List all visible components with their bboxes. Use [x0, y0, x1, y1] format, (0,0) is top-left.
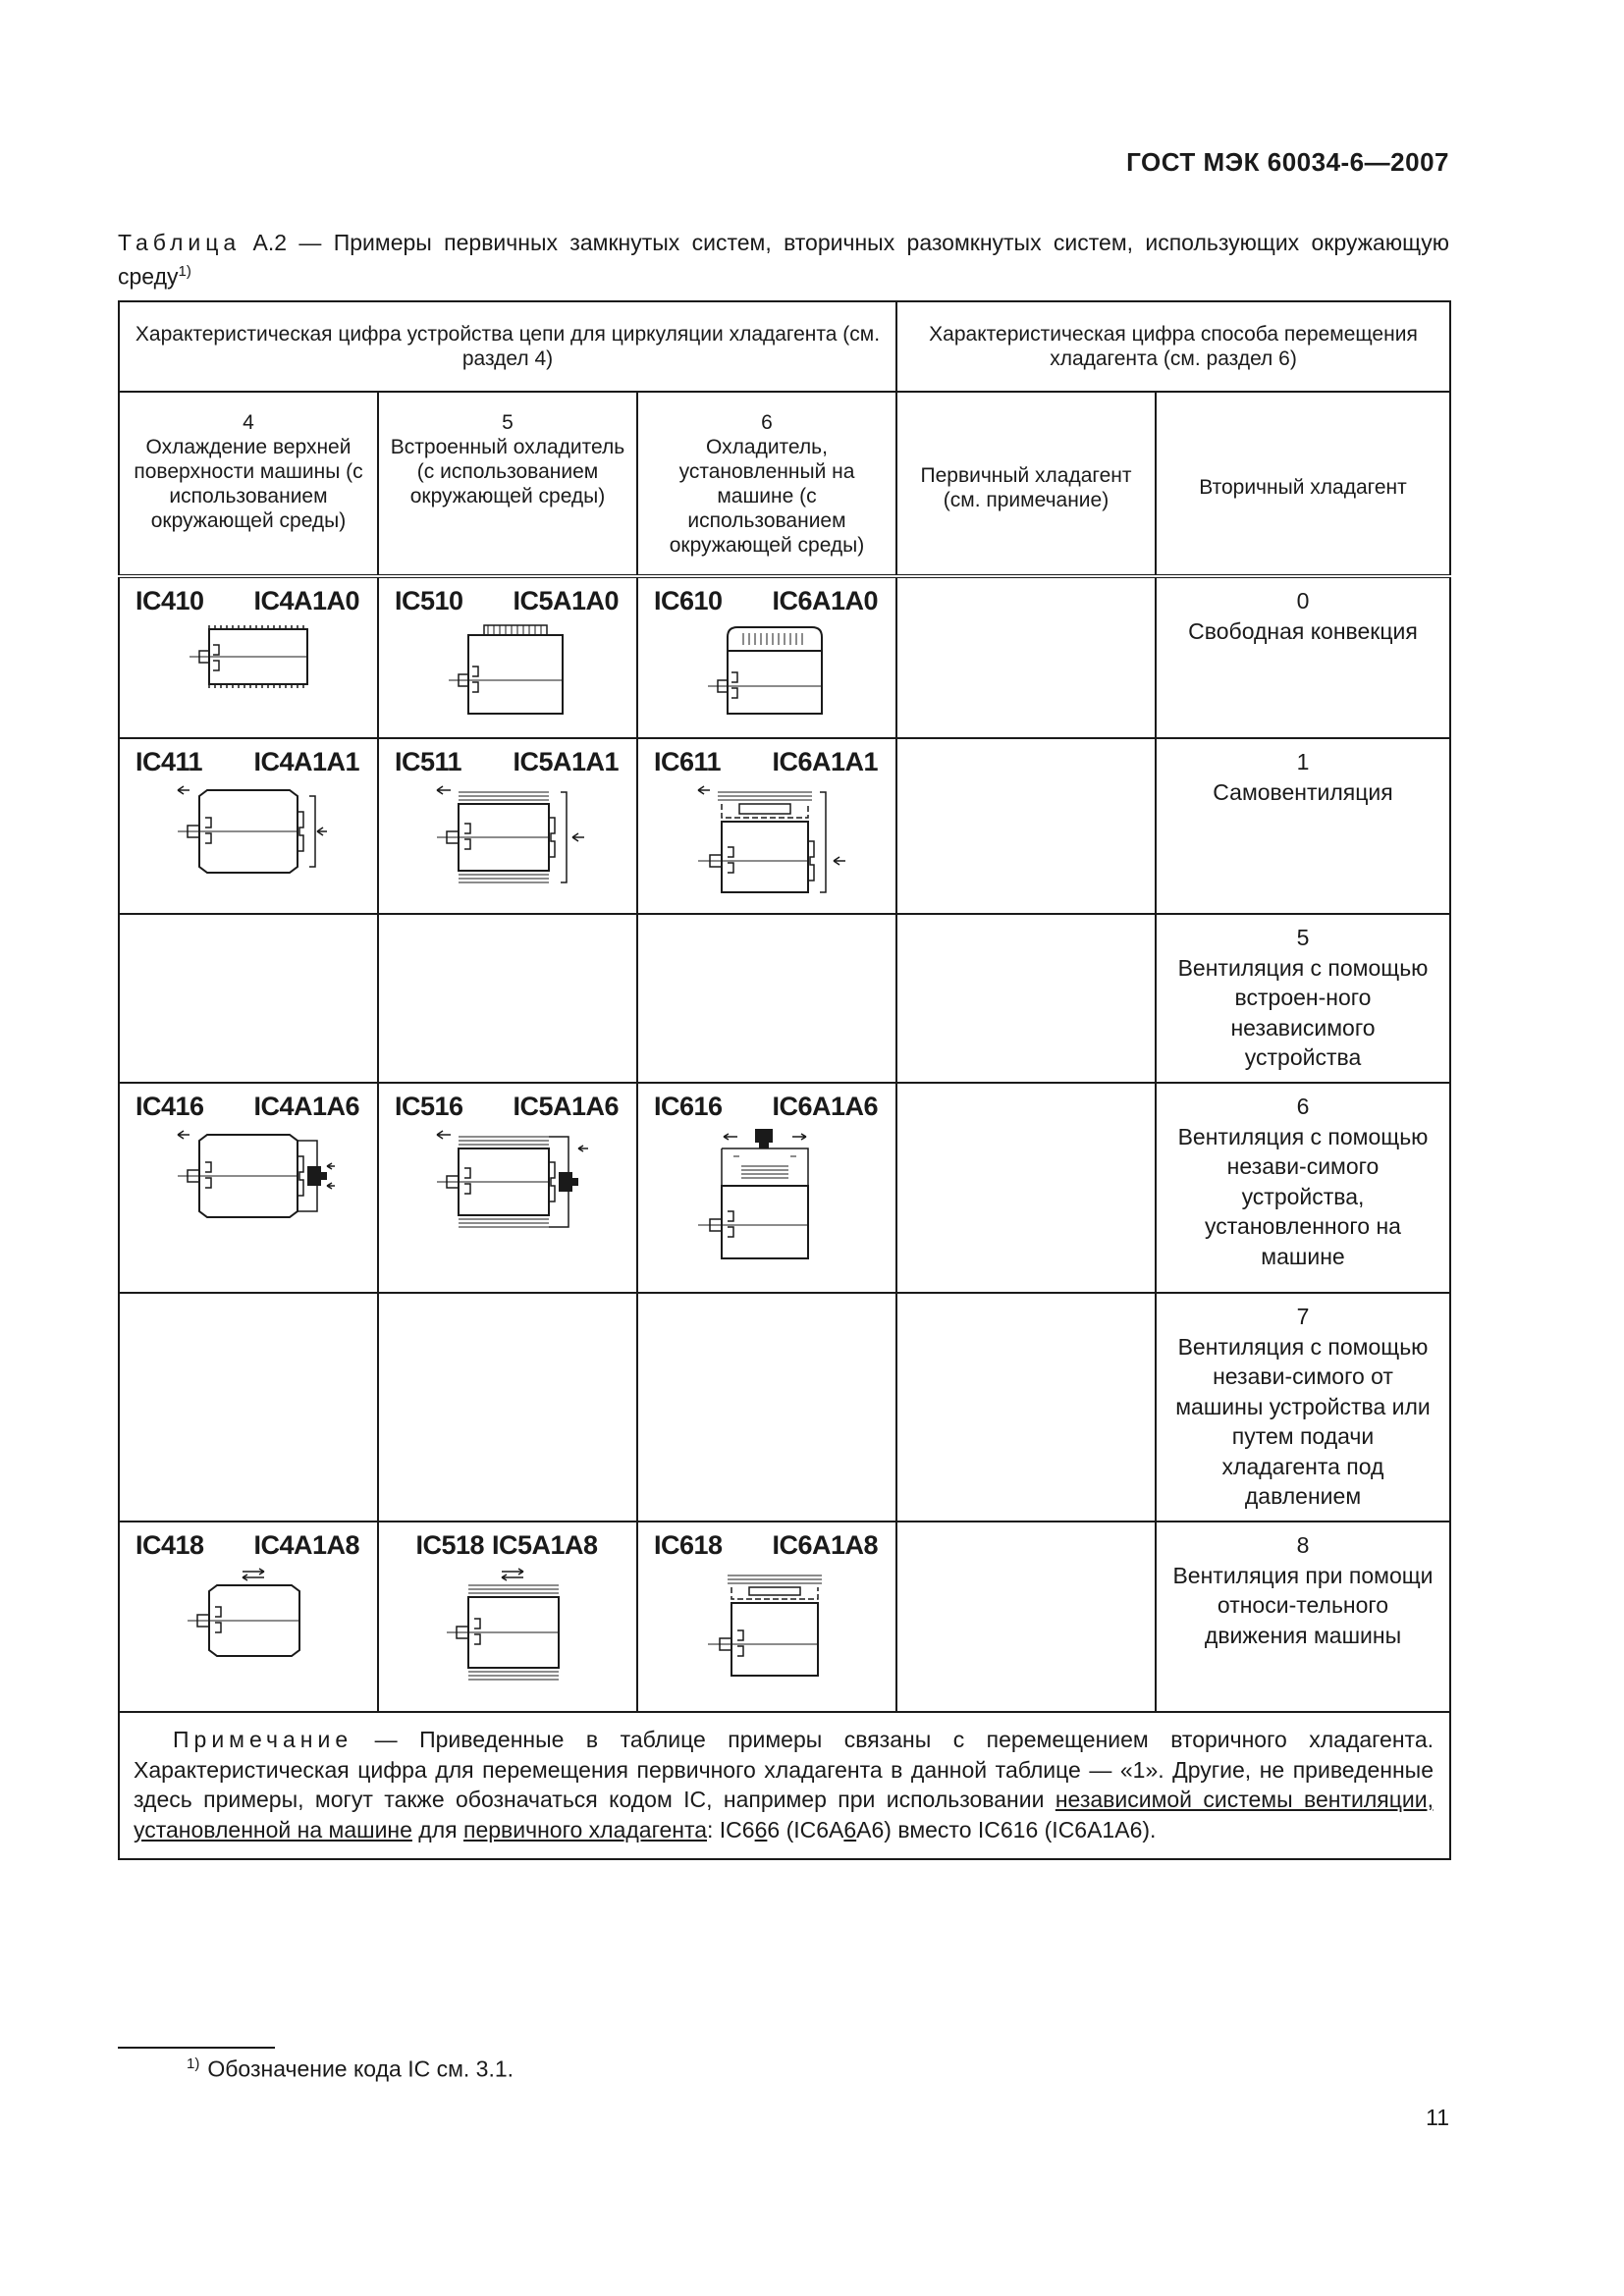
cell-code-4	[119, 1293, 378, 1522]
code-full: IC4A1A8	[253, 1530, 359, 1560]
cell-secondary	[1156, 1522, 1450, 1712]
secondary-number: 5	[1296, 925, 1310, 950]
table-note-row	[119, 1712, 1450, 1859]
code-ic: IC418	[135, 1530, 204, 1560]
secondary-description: Самовентиляция	[1213, 778, 1393, 805]
cell-code-4	[119, 1522, 378, 1712]
table-row	[119, 1083, 1450, 1293]
cell-secondary	[1156, 1083, 1450, 1293]
code-full: IC4A1A1	[253, 747, 359, 776]
header-col-4	[119, 392, 378, 576]
cell-code-6	[637, 576, 896, 738]
header-secondary-coolant: Вторичный хладагент	[1156, 392, 1450, 576]
machine-diagram-icon	[688, 1566, 845, 1683]
footnote-mark: 1)	[187, 2056, 200, 2072]
footnote	[187, 2056, 514, 2083]
code-full: IC4A1A0	[253, 586, 359, 615]
cell-primary	[896, 738, 1156, 914]
cell-primary	[896, 914, 1156, 1083]
header-circuit-arrangement: Характеристическая цифра устройства цепи для циркуляции хладагента (см. раздел 4)	[119, 301, 896, 392]
secondary-number: 8	[1296, 1532, 1310, 1558]
note-text-5: A6) вместо IC616 (IC6A1A6).	[856, 1816, 1157, 1842]
code-ic: IC610	[654, 586, 723, 615]
machine-diagram-icon	[419, 1127, 596, 1235]
table-row	[119, 1293, 1450, 1522]
code-full: IC5A1A1	[513, 747, 619, 776]
note-underlined-2: первичного хладагента	[463, 1816, 708, 1842]
footnote-divider	[118, 2047, 275, 2049]
code-full: IC6A1A0	[772, 586, 878, 615]
cell-code-5	[378, 738, 637, 914]
machine-diagram-icon	[160, 782, 337, 881]
code-full: IC6A1A6	[772, 1092, 878, 1121]
cell-secondary	[1156, 576, 1450, 738]
code-ic: IC618	[654, 1530, 723, 1560]
footnote-text: Обозначение кода IC см. 3.1.	[207, 2056, 514, 2082]
machine-diagram-icon	[678, 1127, 855, 1264]
note-underlined-3: 6	[754, 1816, 768, 1842]
table-row	[119, 576, 1450, 738]
code-full: IC4A1A6	[253, 1092, 359, 1121]
col-4-number: 4	[243, 411, 254, 434]
note-text-4: 6 (IC6A	[767, 1816, 844, 1842]
machine-diagram-icon	[419, 782, 596, 890]
header-col-6	[637, 392, 896, 576]
caption-footnote-mark: 1)	[178, 263, 191, 280]
header-coolant-movement: Характеристическая цифра способа перемещения хладагента (см. раздел 6)	[896, 301, 1450, 392]
code-ic: IC411	[135, 747, 203, 776]
code-full: IC5A1A8	[492, 1530, 598, 1560]
secondary-number: 1	[1296, 749, 1310, 774]
code-ic: IC516	[395, 1092, 463, 1121]
table-note	[119, 1712, 1450, 1859]
code-ic: IC611	[654, 747, 722, 776]
document-id: ГОСТ МЭК 60034-6—2007	[1126, 147, 1449, 177]
cell-code-6	[637, 738, 896, 914]
cell-code-5	[378, 914, 637, 1083]
note-underlined-4: 6	[843, 1816, 857, 1842]
code-full: IC5A1A0	[513, 586, 619, 615]
note-text-2: для	[411, 1816, 463, 1842]
code-ic: IC416	[135, 1092, 204, 1121]
table-row	[119, 914, 1450, 1083]
header-col-5	[378, 392, 637, 576]
code-ic: IC518	[415, 1530, 484, 1560]
machine-diagram-icon	[678, 782, 855, 900]
secondary-number: 6	[1296, 1094, 1310, 1119]
secondary-description: Свободная конвекция	[1188, 617, 1418, 644]
secondary-number: 7	[1296, 1304, 1310, 1329]
secondary-number: 0	[1296, 588, 1310, 614]
note-underlined-1: независимой системы вентиляции, установленной на машине	[134, 1787, 1434, 1842]
caption-text: А.2 — Примеры первичных замкнутых систем, вторичных разомкнутых систем, использующих окружающую среду	[118, 230, 1450, 290]
machine-diagram-icon	[688, 621, 845, 720]
note-label: Примечание	[173, 1727, 353, 1752]
code-full: IC6A1A1	[772, 747, 878, 776]
code-full: IC6A1A8	[772, 1530, 878, 1560]
cell-primary	[896, 1083, 1156, 1293]
cell-code-4	[119, 914, 378, 1083]
cell-code-5	[378, 1083, 637, 1293]
machine-diagram-icon	[160, 1127, 337, 1225]
cell-code-6	[637, 1083, 896, 1293]
col-4-text: Охлаждение верхней поверхности машины (с использованием окружающей среды)	[134, 436, 363, 532]
machine-diagram-icon	[170, 1566, 327, 1664]
code-full: IC5A1A6	[513, 1092, 619, 1121]
secondary-description: Вентиляция при помощи относи-тельного движения машины	[1172, 1562, 1434, 1648]
machine-diagram-icon	[170, 621, 327, 700]
caption-label: Таблица	[118, 230, 242, 255]
cell-code-6	[637, 1293, 896, 1522]
code-ic: IC511	[395, 747, 462, 776]
page-number: 11	[1426, 2105, 1449, 2130]
secondary-description: Вентиляция с помощью незави-симого от машины устройства или путем подачи хладагента под давлением	[1175, 1333, 1431, 1509]
cell-code-4	[119, 738, 378, 914]
header-primary-coolant: Первичный хладагент (см. примечание)	[896, 392, 1156, 576]
col-5-text: Встроенный охладитель (с использованием окружающей среды)	[390, 436, 625, 507]
note-text-1: — Приведенные в таблице примеры связаны с перемещением вторичного хладагента. Характеристическая цифра для перемещения первичного хладагента в данной таблице — «1». Другие, не приведенные здесь примеры, могут также обозначаться кодом IC, например при использовании	[134, 1727, 1435, 1812]
cell-code-6	[637, 914, 896, 1083]
cell-secondary	[1156, 738, 1450, 914]
ic-code-table	[118, 300, 1451, 1860]
secondary-description: Вентиляция с помощью встроен-ного независимого устройства	[1177, 954, 1429, 1070]
cell-secondary	[1156, 914, 1450, 1083]
cell-code-5	[378, 576, 637, 738]
table-row	[119, 1522, 1450, 1712]
col-5-number: 5	[502, 411, 514, 434]
table-caption	[118, 228, 1449, 292]
cell-primary	[896, 1293, 1156, 1522]
cell-primary	[896, 576, 1156, 738]
machine-diagram-icon	[429, 1566, 586, 1683]
cell-secondary	[1156, 1293, 1450, 1522]
cell-primary	[896, 1522, 1156, 1712]
cell-code-4	[119, 1083, 378, 1293]
cell-code-6	[637, 1522, 896, 1712]
code-ic: IC410	[135, 586, 204, 615]
table-row	[119, 738, 1450, 914]
secondary-description: Вентиляция с помощью незави-симого устройства, установленного на машине	[1177, 1123, 1429, 1269]
cell-code-4	[119, 576, 378, 738]
col-6-text: Охладитель, установленный на машине (с использованием окружающей среды)	[669, 436, 865, 557]
code-ic: IC616	[654, 1092, 723, 1121]
cell-code-5	[378, 1522, 637, 1712]
col-6-number: 6	[761, 411, 773, 434]
note-text-3: : IC6	[707, 1816, 755, 1842]
machine-diagram-icon	[429, 621, 586, 720]
code-ic: IC510	[395, 586, 463, 615]
cell-code-5	[378, 1293, 637, 1522]
